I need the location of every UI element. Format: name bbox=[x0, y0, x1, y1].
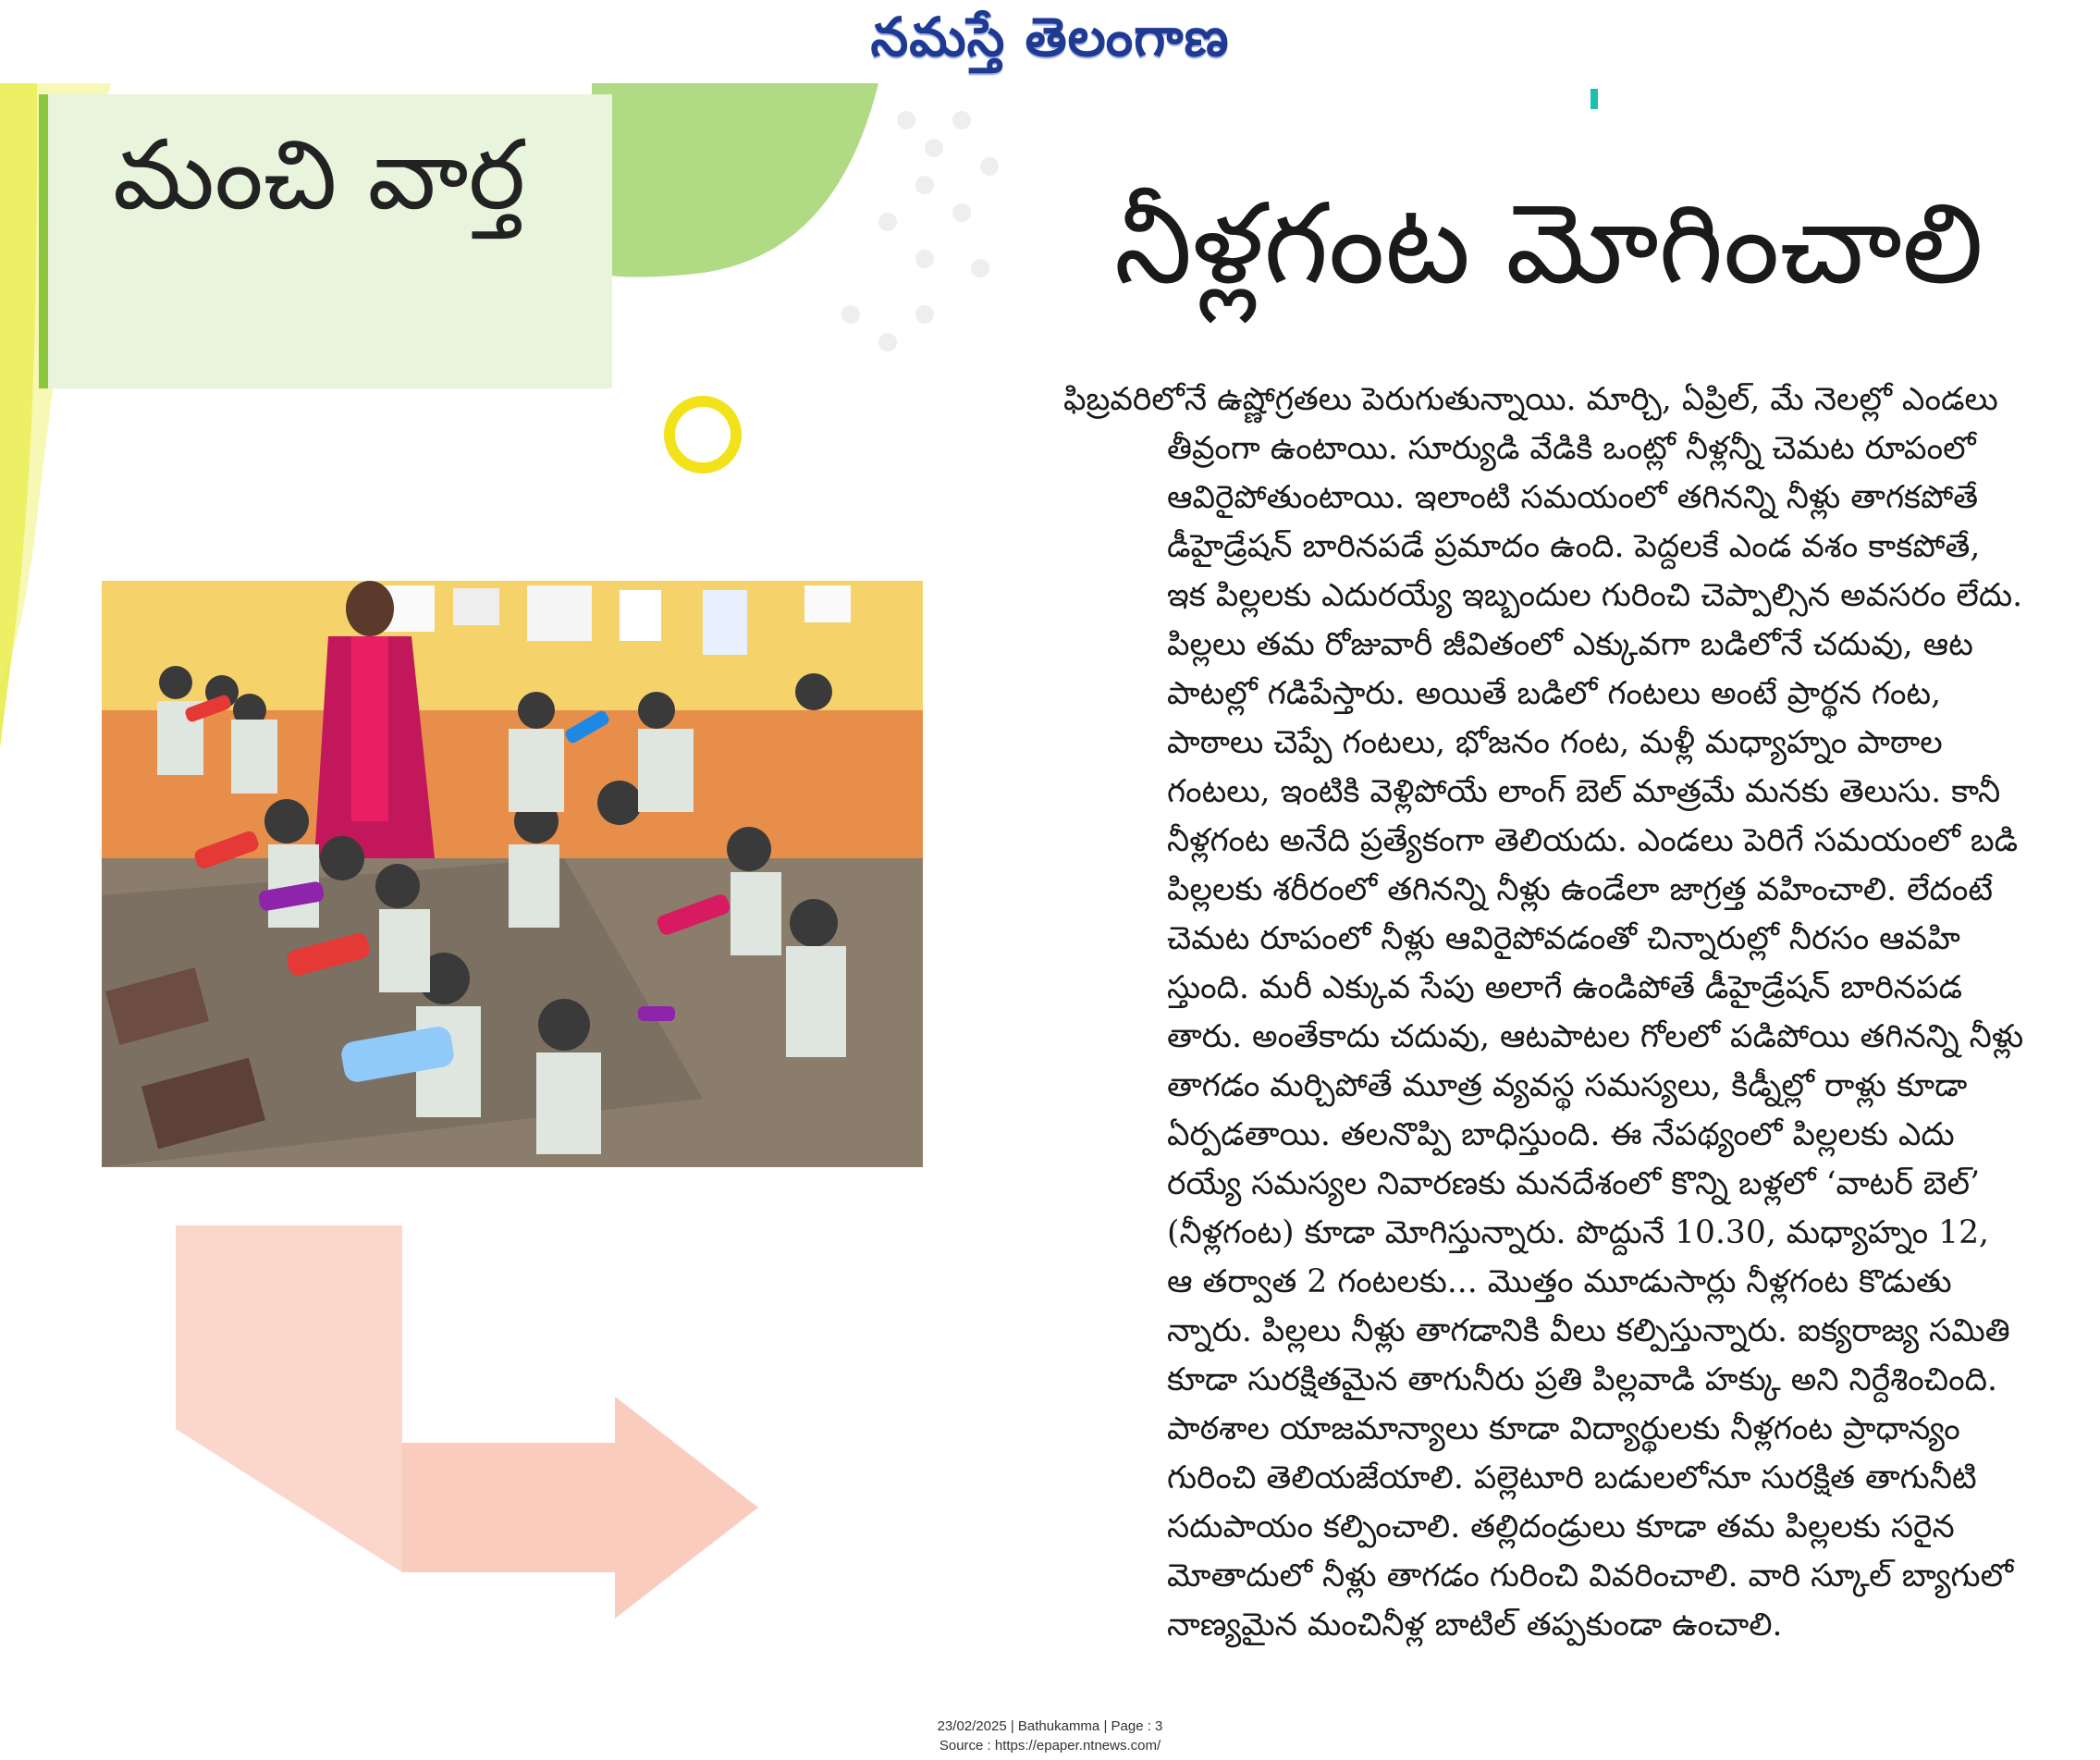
arrow-graphic bbox=[176, 1225, 758, 1618]
page-footer bbox=[0, 1717, 2100, 1755]
article-line: డీహైడ్రేషన్ బారినపడే ప్రమాదం ఉంది. పెద్దలకే ఎండ వశం కాకపోతే, bbox=[1167, 528, 1981, 565]
article-line: పాఠాలు చెప్పే గంటలు, భోజనం గంట, మళ్లీ మధ్యాహ్నం పాఠాల bbox=[1167, 724, 1943, 761]
teal-accent-mark bbox=[1590, 89, 1598, 109]
article-line: సదుపాయం కల్పించాలి. తల్లిదండ్రులు కూడా తమ పిల్లలకు సరైన bbox=[1167, 1508, 1955, 1545]
masthead bbox=[0, 0, 2100, 83]
article-line: పాటల్లో గడిపేస్తారు. అయితే బడిలో గంటలు అంటే ప్రార్థన గంట, bbox=[1167, 675, 1942, 712]
article-headline: నీళ్లగంట మోగించాలి bbox=[1114, 180, 1983, 309]
article-line: కూడా సురక్షితమైన తాగునీరు ప్రతి పిల్లవాడి హక్కు అని నిర్దేశించింది. bbox=[1167, 1361, 1997, 1398]
article-body bbox=[1063, 375, 2071, 1650]
article-line: మోతాదులో నీళ్లు తాగడం గురించి వివరించాలి. వారి స్కూల్ బ్యాగులో bbox=[1167, 1557, 2014, 1594]
article-line: పిల్లలు తమ రోజువారీ జీవితంలో ఎక్కువగా బడిలోనే చదువు, ఆట bbox=[1167, 626, 1973, 663]
article-line: ఆవిరైపోతుంటాయి. ఇలాంటి సమయంలో తగినన్ని నీళ్లు తాగకపోతే bbox=[1167, 479, 1979, 516]
article-line: రయ్యే సమస్యల నివారణకు మనదేశంలో కొన్ని బళ్లలో ‘వాటర్ బెల్’ bbox=[1167, 1165, 1981, 1202]
footer-source: Source : https://epaper.ntnews.com/ bbox=[939, 1738, 1161, 1754]
article-line: స్తుంది. మరీ ఎక్కువ సేపు అలాగే ఉండిపోతే డీహైడ్రేషన్ బారినపడ bbox=[1167, 969, 1963, 1006]
article-line: గంటలు, ఇంటికి వెళ్లిపోయే లాంగ్ బెల్ మాత్రమే మనకు తెలుసు. కానీ bbox=[1167, 773, 2001, 810]
article-line: పాఠశాల యాజమాన్యాలు కూడా విద్యార్థులకు నీళ్లగంట ప్రాధాన్యం bbox=[1167, 1410, 1960, 1447]
article-line: తీవ్రంగా ఉంటాయి. సూర్యుడి వేడికి ఒంట్లో నీళ్లన్నీ చెమట రూపంలో bbox=[1167, 430, 1976, 467]
section-label-box bbox=[39, 94, 612, 388]
article-line: ఇక పిల్లలకు ఎదురయ్యే ఇబ్బందుల గురించి చెప్పాల్సిన అవసరం లేదు. bbox=[1167, 577, 2023, 614]
article-line: న్నారు. పిల్లలు నీళ్లు తాగడానికి వీలు కల్పిస్తున్నారు. ఐక్యరాజ్య సమితి bbox=[1167, 1312, 2010, 1349]
article-line: నీళ్లగంట అనేది ప్రత్యేకంగా తెలియదు. ఎండలు పెరిగే సమయంలో బడి bbox=[1167, 822, 2019, 859]
article-line: ఆ తర్వాత 2 గంటలకు... మొత్తం మూడుసార్లు నీళ్లగంట కొడుతు bbox=[1167, 1263, 1952, 1300]
article-line: నాణ్యమైన మంచినీళ్ల బాటిల్ తప్పకుండా ఉంచాలి. bbox=[1167, 1606, 1783, 1643]
article-line: పిల్లలకు శరీరంలో తగినన్ని నీళ్లు ఉండేలా జాగ్రత్త వహించాలి. లేదంటే bbox=[1167, 871, 1994, 908]
article-line: (నీళ్లగంట) కూడా మోగిస్తున్నారు. పొద్దునే 10.30, మధ్యాహ్నం 12, bbox=[1167, 1214, 1990, 1251]
section-label: మంచి వార్త bbox=[113, 118, 526, 231]
article-line: గురించి తెలియజేయాలి. పల్లెటూరి బడులలోనూ సురక్షిత తాగునీటి bbox=[1167, 1459, 1977, 1496]
article-line: చెమట రూపంలో నీళ్లు ఆవిరైపోవడంతో చిన్నారుల్లో నీరసం ఆవహి bbox=[1167, 920, 1960, 957]
footer-date-page: 23/02/2025 | Bathukamma | Page : 3 bbox=[937, 1718, 1163, 1734]
article-photo bbox=[102, 581, 923, 1167]
article-line: తారు. అంతేకాదు చదువు, ఆటపాటల గోలలో పడిపోయి తగినన్ని నీళ్లు bbox=[1167, 1018, 2024, 1055]
article-line: తాగడం మర్చిపోతే మూత్ర వ్యవస్థ సమస్యలు, కిడ్నీల్లో రాళ్లు కూడా bbox=[1167, 1067, 1968, 1104]
masthead-title: నమస్తే తెలంగాణ bbox=[870, 6, 1230, 68]
article-line: ఫిబ్రవరిలోనే ఉష్ణోగ్రతలు పెరుగుతున్నాయి. మార్చి, ఏప్రిల్, మే నెలల్లో ఎండలు bbox=[1063, 381, 1998, 418]
article-line: ఏర్పడతాయి. తలనొప్పి బాధిస్తుంది. ఈ నేపథ్యంలో పిల్లలకు ఎదు bbox=[1167, 1116, 1955, 1153]
